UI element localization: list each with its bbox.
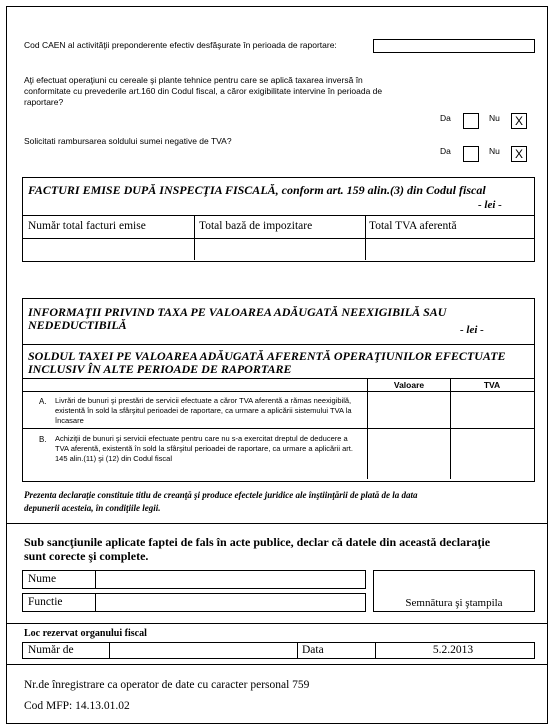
legal-note: Prezenta declaraţie constituie titlu de creanţă şi produce efectele juridice ale înştiinţării de plată de la data depunerii acesteia, în condiţiile legii. (24, 490, 418, 513)
facturi-title: FACTURI EMISE DUPĂ INSPECŢIA FISCALĂ, conform art. 159 alin.(3) din Codul fiscal (28, 183, 486, 197)
operator-registration: Nr.de înregistrare ca operator de date cu caracter personal 759 (24, 679, 310, 691)
row-a-tva-field[interactable] (452, 393, 532, 427)
functie-label: Functie (28, 596, 63, 608)
fiscal-row (22, 642, 535, 659)
q1-nu-label: Nu (489, 113, 500, 123)
signature-box[interactable] (373, 570, 535, 612)
q1-nu-checkbox[interactable]: X (511, 113, 527, 129)
q1-da-label: Da (440, 113, 451, 123)
info-unit: - lei - (460, 324, 484, 336)
q1-da-checkbox[interactable] (463, 113, 479, 129)
nume-label: Nume (28, 573, 57, 585)
col-tva: TVA (483, 380, 501, 390)
row-a-valoare-field[interactable] (369, 393, 449, 427)
numar-facturi-field[interactable] (24, 240, 192, 259)
row-b-valoare-field[interactable] (369, 430, 449, 478)
data-label: Data (302, 644, 324, 656)
row-b-tva-field[interactable] (452, 430, 532, 478)
col-numar-facturi: Număr total facturi emise (28, 220, 146, 232)
mfp-code: Cod MFP: 14.13.01.02 (24, 700, 130, 712)
col-valoare: Valoare (393, 380, 425, 390)
q2-nu-label: Nu (489, 146, 500, 156)
nume-field[interactable] (99, 573, 361, 587)
numar-field[interactable] (113, 644, 293, 657)
info-title: INFORMAŢII PRIVIND TAXA PE VALOAREA ADĂUGATĂ NEEXIGIBILĂ SAU NEDEDUCTIBILĂ (28, 305, 447, 332)
signatory-box (22, 570, 364, 610)
question-cereale: Aţi efectuat operaţiuni cu cereale şi plante tehnice pentru care se aplică taxarea inversă în conformitate cu prevederile art.160 din Codul fiscal, a căror exigibilitate intervine în perioada de raportare? (24, 75, 383, 107)
declaration-text: Sub sancţiunile aplicate faptei de fals în acte publice, declar că datele din această declaraţie sunt corecte şi complete. (24, 535, 491, 563)
q2-nu-checkbox[interactable]: X (511, 146, 527, 162)
total-tva-field[interactable] (367, 240, 532, 259)
facturi-unit: - lei - (478, 199, 502, 211)
q2-da-checkbox[interactable] (463, 146, 479, 162)
signature-label: Semnătura şi ştampila (405, 597, 503, 609)
fiscal-title: Loc rezervat organului fiscal (24, 628, 147, 639)
nume-row (22, 570, 366, 589)
baza-impozitare-field[interactable] (196, 240, 363, 259)
row-b-text: Achiziţii de bunuri şi servicii efectuate pentru care nu s-a exercitat dreptul de deducere a TVA aferentă, existentă în sold la sfârşitul perioadei de raportare, ca urmare a aplicării art. 145 alin.(11) şi (12) din Codul fiscal (55, 434, 353, 463)
question-rambursare: Solicitati rambursarea soldului sumei negative de TVA? (24, 136, 232, 146)
row-b-letter: B. (39, 435, 47, 444)
numar-label: Număr de (28, 644, 74, 656)
functie-row (22, 593, 366, 612)
sold-title: SOLDUL TAXEI PE VALOAREA ADĂUGATĂ AFERENTĂ OPERAŢIUNILOR EFECTUATE INCLUSIV ÎN ALTE PERIOADE DE RAPORTARE (28, 349, 506, 376)
row-a-text: Livrări de bunuri şi prestări de servicii efectuate a căror TVA aferentă a rămas neexigibilă, existentă în sold la sfârşitul perioadei de raportare, ca urmare a aplicării sistemului TVA la încasare (55, 396, 352, 425)
data-value[interactable]: 5.2.2013 (432, 644, 474, 656)
caen-label: Cod CAEN al activităţii preponderente efectiv desfăşurate în perioada de raportare: (24, 40, 337, 50)
col-total-tva: Total TVA aferentă (369, 220, 457, 232)
caen-input[interactable] (373, 39, 535, 53)
row-a-letter: A. (39, 397, 47, 406)
col-baza-impozitare: Total bază de impozitare (199, 220, 313, 232)
functie-field[interactable] (99, 596, 361, 610)
q2-da-label: Da (440, 146, 451, 156)
